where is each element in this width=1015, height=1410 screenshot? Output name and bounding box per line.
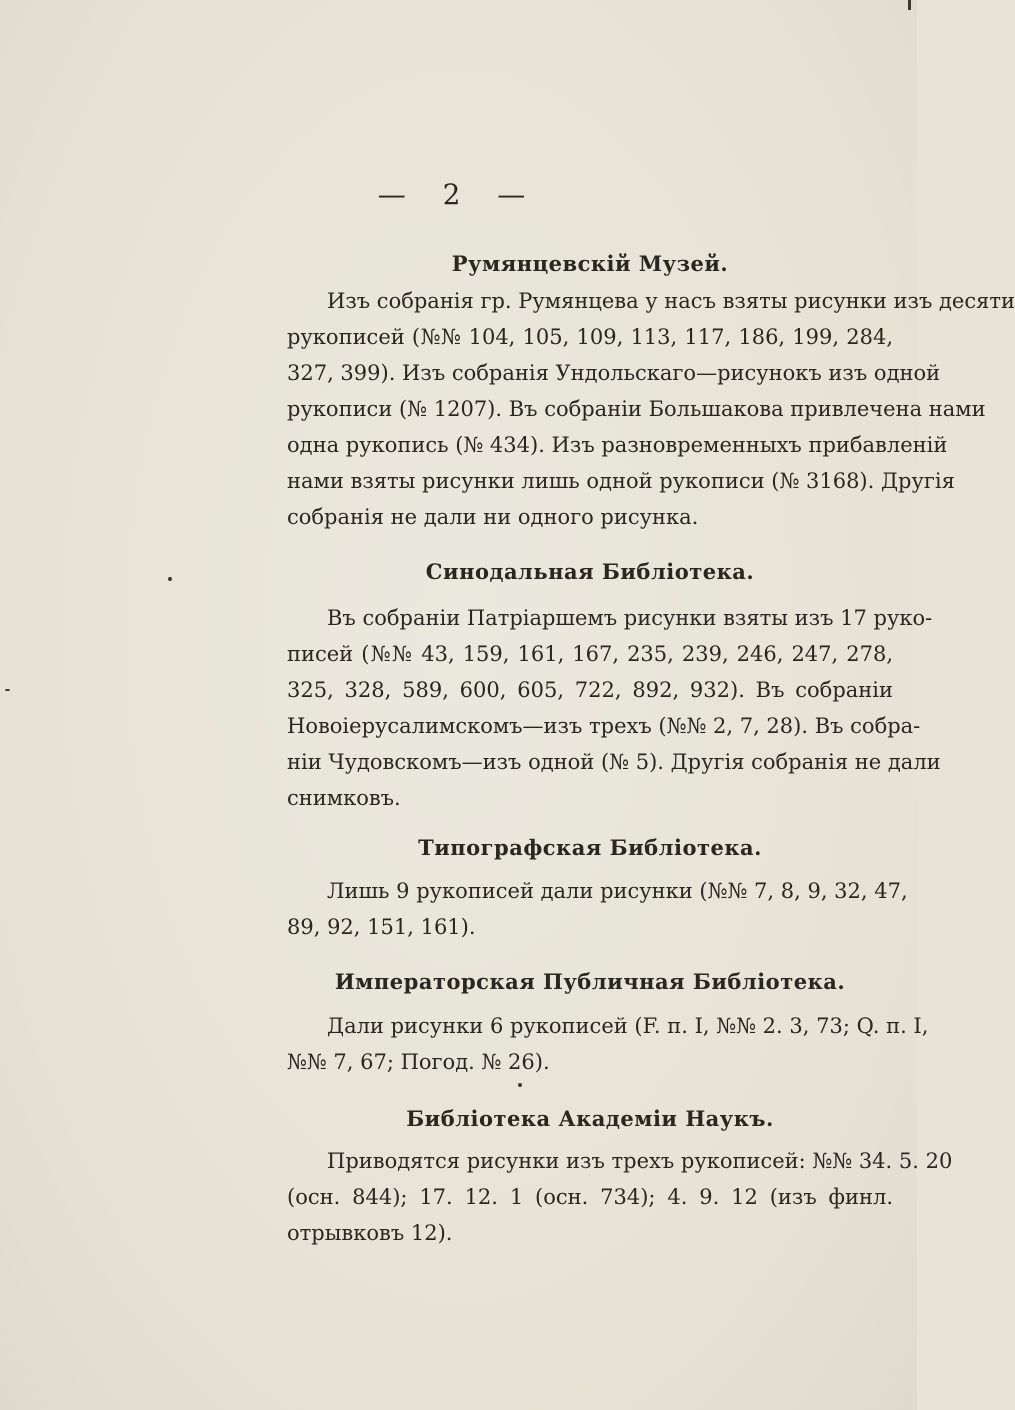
section-heading: Синодальная Библіотека. [425, 559, 755, 584]
text-line: Лишь 9 рукописей дали рисунки (№№ 7, 8, 9, 32, 47, [327, 879, 908, 903]
page-number: — 2 — [377, 178, 540, 211]
section-heading: Императорская Публичная Библіотека. [334, 969, 846, 994]
section-imperial-public [287, 968, 893, 996]
text-line: Приводятся рисунки изъ трехъ рукописей: №№ 34. 5. 20 [327, 1149, 953, 1173]
text-line: собранія не дали ни одного рисунка. [287, 505, 699, 529]
text-line: Новоіерусалимскомъ—изъ трехъ (№№ 2, 7, 28). Въ собра- [287, 714, 921, 738]
section-synodal-body [287, 600, 941, 816]
section-typographic [287, 834, 893, 862]
text-line: снимковъ. [287, 786, 401, 810]
text-line: 325, 328, 589, 600, 605, 722, 892, 932). Въ собраніи [287, 678, 893, 702]
text-line: №№ 7, 67; Погод. № 26). [287, 1050, 550, 1074]
section-academy-body [287, 1143, 953, 1251]
section-rumyantsev [287, 250, 893, 278]
ink-speck [518, 1083, 522, 1087]
text-line: (осн. 844); 17. 12. 1 (осн. 734); 4. 9. 12 (изъ финл. [287, 1185, 893, 1209]
section-heading: Румянцевскій Музей. [451, 251, 729, 276]
text-line: нами взяты рисунки лишь одной рукописи (№ 3168). Другія [287, 469, 955, 493]
section-rumyantsev-body [287, 283, 1015, 535]
ink-speck [168, 577, 172, 581]
edge-mark [908, 0, 911, 10]
text-line: одна рукопись (№ 434). Изъ разновременныхъ прибавленій [287, 433, 948, 457]
section-heading: Типографская Библіотека. [418, 835, 762, 860]
section-typographic-body [287, 873, 908, 945]
text-line: 89, 92, 151, 161). [287, 915, 476, 939]
text-line: писей (№№ 43, 159, 161, 167, 235, 239, 246, 247, 278, [287, 642, 893, 666]
text-line: Въ собраніи Патріаршемъ рисунки взяты изъ 17 руко- [327, 606, 933, 630]
text-line: отрывковъ 12). [287, 1221, 453, 1245]
section-synodal [287, 558, 893, 586]
section-academy [287, 1105, 893, 1133]
text-line: Дали рисунки 6 рукописей (F. п. I, №№ 2. 3, 73; Q. п. I, [327, 1014, 929, 1038]
text-line: 327, 399). Изъ собранія Ундольскаго—рисунокъ изъ одной [287, 361, 941, 385]
text-line: рукописей (№№ 104, 105, 109, 113, 117, 186, 199, 284, [287, 325, 893, 349]
text-line: Изъ собранія гр. Румянцева у насъ взяты рисунки изъ десяти [327, 289, 1015, 313]
text-line: ніи Чудовскомъ—изъ одной (№ 5). Другія собранія не дали [287, 750, 941, 774]
ink-speck [5, 689, 10, 691]
section-heading: Библіотека Академіи Наукъ. [406, 1106, 774, 1131]
text-line: рукописи (№ 1207). Въ собраніи Большакова привлечена нами [287, 397, 986, 421]
section-imperial-public-body [287, 1008, 929, 1080]
